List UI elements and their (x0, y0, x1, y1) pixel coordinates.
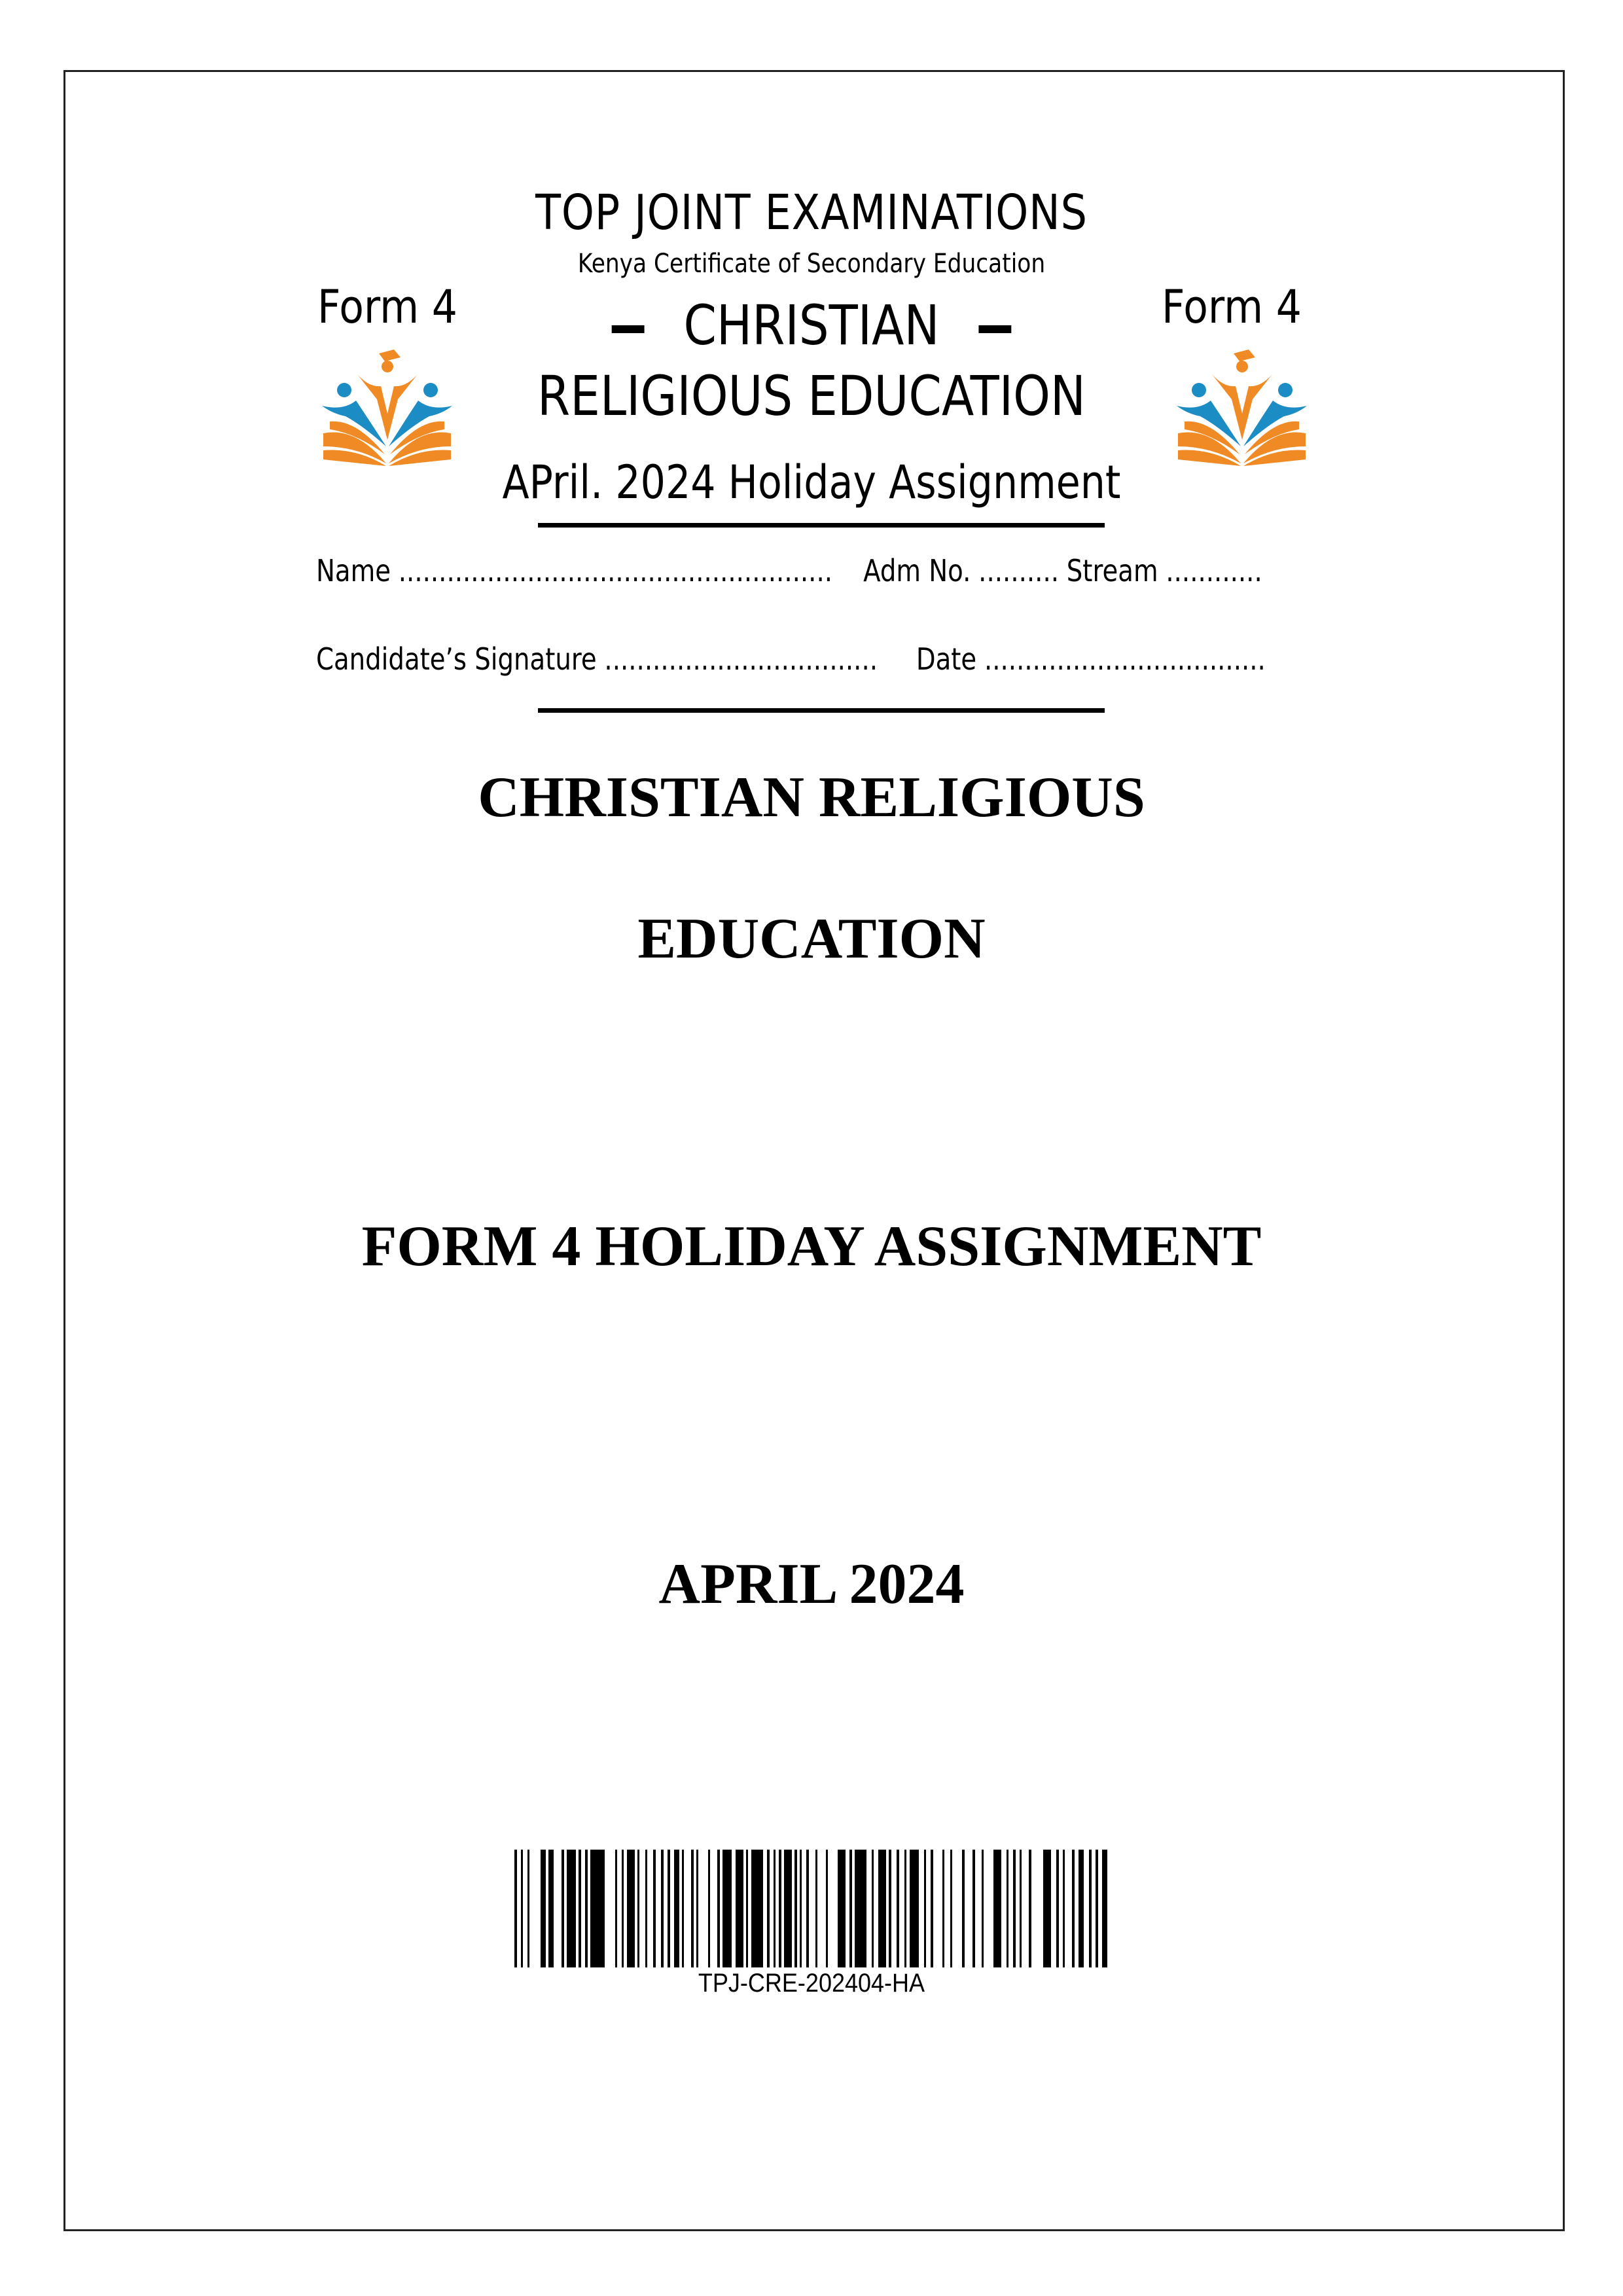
assignment-subtitle: APril. 2024 Holiday Assignment (502, 456, 1121, 509)
divider-bottom (538, 708, 1105, 713)
subject-title-line2: EDUCATION (637, 907, 986, 971)
signature-row (316, 641, 1266, 677)
subject-christian: CHRISTIAN (683, 293, 940, 357)
organization-title: TOP JOINT EXAMINATIONS (535, 185, 1088, 241)
certificate-subtitle: Kenya Certificate of Secondary Education (577, 249, 1046, 279)
subject-heading-line2: RELIGIOUS EDUCATION (537, 364, 1086, 428)
signature-label: Candidate’s Signature (316, 641, 597, 677)
date-label: Date (916, 641, 977, 677)
subject-title-line1: CHRISTIAN RELIGIOUS (478, 766, 1145, 829)
exam-date: APRIL 2024 (658, 1552, 965, 1616)
date-field[interactable]: ................................... (984, 641, 1266, 677)
name-field[interactable]: ...................................................... (398, 553, 833, 588)
dash-left (611, 325, 644, 333)
form-label-left: Form 4 (317, 280, 457, 334)
signature-field[interactable]: .................................. (604, 641, 878, 677)
adm-label: Adm No. (863, 553, 971, 588)
name-label: Name (316, 553, 391, 588)
assignment-title: FORM 4 HOLIDAY ASSIGNMENT (361, 1215, 1262, 1278)
divider-top (538, 523, 1105, 528)
stream-field[interactable]: ............ (1166, 553, 1262, 588)
barcode-code: TPJ-CRE-202404-HA (698, 1969, 925, 1998)
education-logo-icon (317, 348, 457, 466)
adm-field[interactable]: .......... (978, 553, 1060, 588)
dash-right (979, 325, 1012, 333)
barcode-icon (514, 1850, 1109, 1967)
stream-label: Stream (1066, 553, 1158, 588)
education-logo-icon (1171, 348, 1312, 466)
candidate-details-row (316, 553, 1262, 588)
form-label-right: Form 4 (1162, 280, 1302, 334)
